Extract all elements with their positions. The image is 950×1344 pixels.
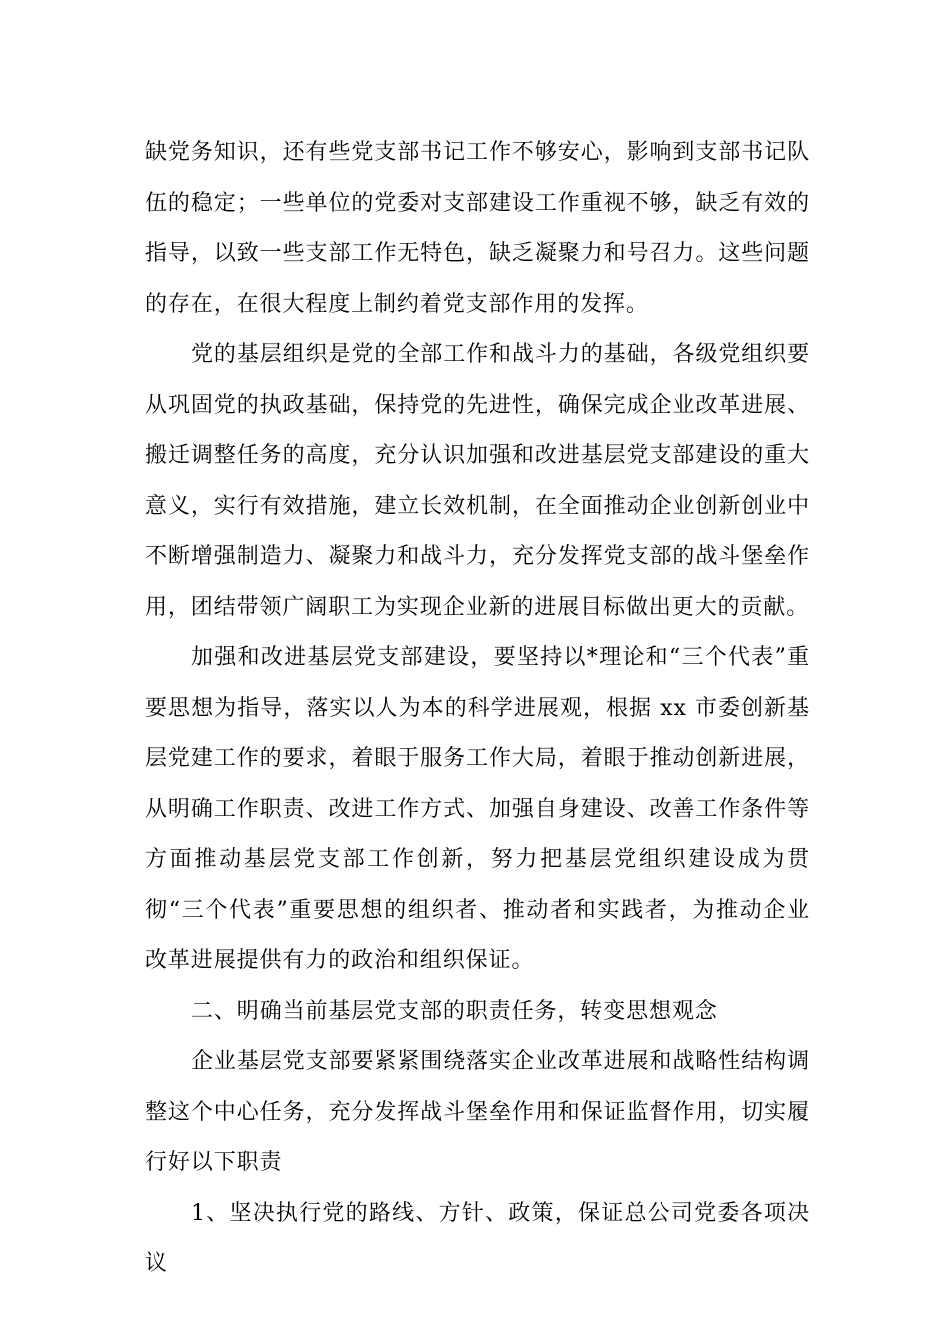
document-body (145, 128, 810, 1290)
paragraph: 党的基层组织是党的全部工作和战斗力的基础，各级党组织要从巩固党的执政基础，保持党的先进性，确保完成企业改革进展、搬迁调整任务的高度，充分认识加强和改进基层党支部建设的重大意义，实行有效措施，建立长效机制，在全面推动企业创新创业中不断增强制造力、凝聚力和战斗力，充分发挥党支部的战斗堡垒作用，团结带领广阔职工为实现企业新的进展目标做出更大的贡献。 (145, 342, 810, 620)
paragraph: 缺党务知识，还有些党支部书记工作不够安心，影响到支部书记队伍的稳定；一些单位的党委对支部建设工作重视不够，缺乏有效的指导，以致一些支部工作无特色，缺乏凝聚力和号召力。这些问题的存在，在很大程度上制约着党支部作用的发挥。 (145, 140, 810, 317)
section-heading: 二、明确当前基层党支部的职责任务，转变思想观念 (191, 998, 718, 1024)
paragraph: 企业基层党支部要紧紧围绕落实企业改革进展和战略性结构调整这个中心任务，充分发挥战斗堡垒作用和保证监督作用，切实履行好以下职责 (145, 1049, 810, 1175)
list-item: 1、坚决执行党的路线、方针、政策，保证总公司党委各项决议 (145, 1200, 810, 1276)
paragraph: 加强和改进基层党支部建设，要坚持以*理论和“三个代表”重要思想为指导，落实以人为本的科学进展观，根据 xx 市委创新基层党建工作的要求，着眼于服务工作大局，着眼于推动创新进展，从明确工作职责、改进工作方式、加强自身建设、改善工作条件等方面推动基层党支部工作创新，努力把基层党组织建设成为贯彻“三个代表”重要思想的组织者、推动者和实践者，为推动企业改革进展提供有力的政治和组织保证。 (145, 645, 810, 973)
